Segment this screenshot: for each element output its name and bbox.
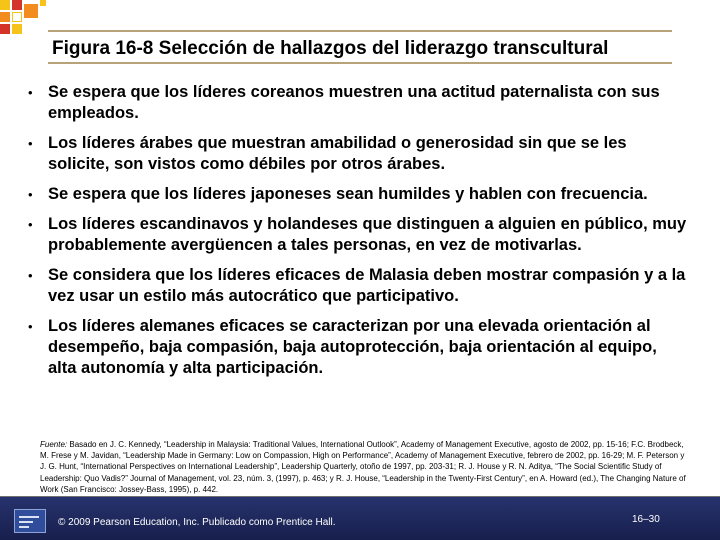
bullet-dot: • <box>28 85 33 100</box>
source-citation <box>40 439 690 495</box>
bullet-item <box>28 82 688 124</box>
bullet-text: Se considera que los líderes eficaces de Malasia deben mostrar compasión y a la vez usar un estilo más autocrático que participativo. <box>48 266 686 305</box>
slide-title: Figura 16-8 Selección de hallazgos del liderazgo transcultural <box>52 38 609 59</box>
bullet-text: Se espera que los líderes coreanos muestren una actitud paternalista con sus empleados. <box>48 83 660 122</box>
bullet-text: Los líderes árabes que muestran amabilidad o generosidad sin que se les solicite, son vistos como débiles por otros árabes. <box>48 134 627 173</box>
bullet-dot: • <box>28 319 33 334</box>
bullet-text: Los líderes escandinavos y holandeses que distinguen a alguien en público, muy probablemente avergüencen a tales personas, en vez de motivarlas. <box>48 215 687 254</box>
bullet-text: Los líderes alemanes eficaces se caracterizan por una elevada orientación al desempeño, baja compasión, baja autoprotección, baja orientación al equipo, alta autonomía y alta participación. <box>48 317 657 377</box>
slide-number: 16–30 <box>632 514 660 525</box>
bullet-item <box>28 133 688 175</box>
bullet-dot: • <box>28 187 33 202</box>
source-text: Basado en J. C. Kennedy, “Leadership in Malaysia: Traditional Values, International Outlook”, Academy of Management Executive, agosto de 2002, pp. 15-16; F.C. Brodbeck, M. Frese y M. Javidan, “Leadership Made in Germany: Low on Compassion, High on Performance”, Academy of Management Executive, febrero de 2002, pp. 16-29; M. F. Peterson y J. G. Hunt, “International Perspectives on International Leadership”, Leadership Quarterly, otoño de 1997, pp. 203-31; R. J. House y R. N. Aditya, “The Social Scientific Study of Leadership: Quo Vadis?” Journal of Management, vol. 23, núm. 3, (1997), p. 463; y R. J. House, “Leadership in the Twenty-First Century”, en A. Howard (ed.), The Changing Nature of Work (San Francisco: Jossey-Bass, 1995), p. 442. <box>40 440 686 494</box>
bullet-item <box>28 214 688 256</box>
decorative-squares-logo <box>0 0 46 40</box>
bullet-dot: • <box>28 268 33 283</box>
title-rule-top <box>48 30 672 32</box>
prentice-hall-book-icon <box>14 509 46 533</box>
title-rule-bottom <box>48 62 672 64</box>
copyright-text: © 2009 Pearson Education, Inc. Publicado como Prentice Hall. <box>58 517 336 528</box>
source-label: Fuente: <box>40 440 68 449</box>
bullet-dot: • <box>28 217 33 232</box>
bullet-list <box>28 82 688 388</box>
bullet-text: Se espera que los líderes japoneses sean humildes y hablen con frecuencia. <box>48 185 648 203</box>
bullet-item <box>28 316 688 379</box>
bullet-dot: • <box>28 136 33 151</box>
bullet-item <box>28 184 688 205</box>
bullet-item <box>28 265 688 307</box>
